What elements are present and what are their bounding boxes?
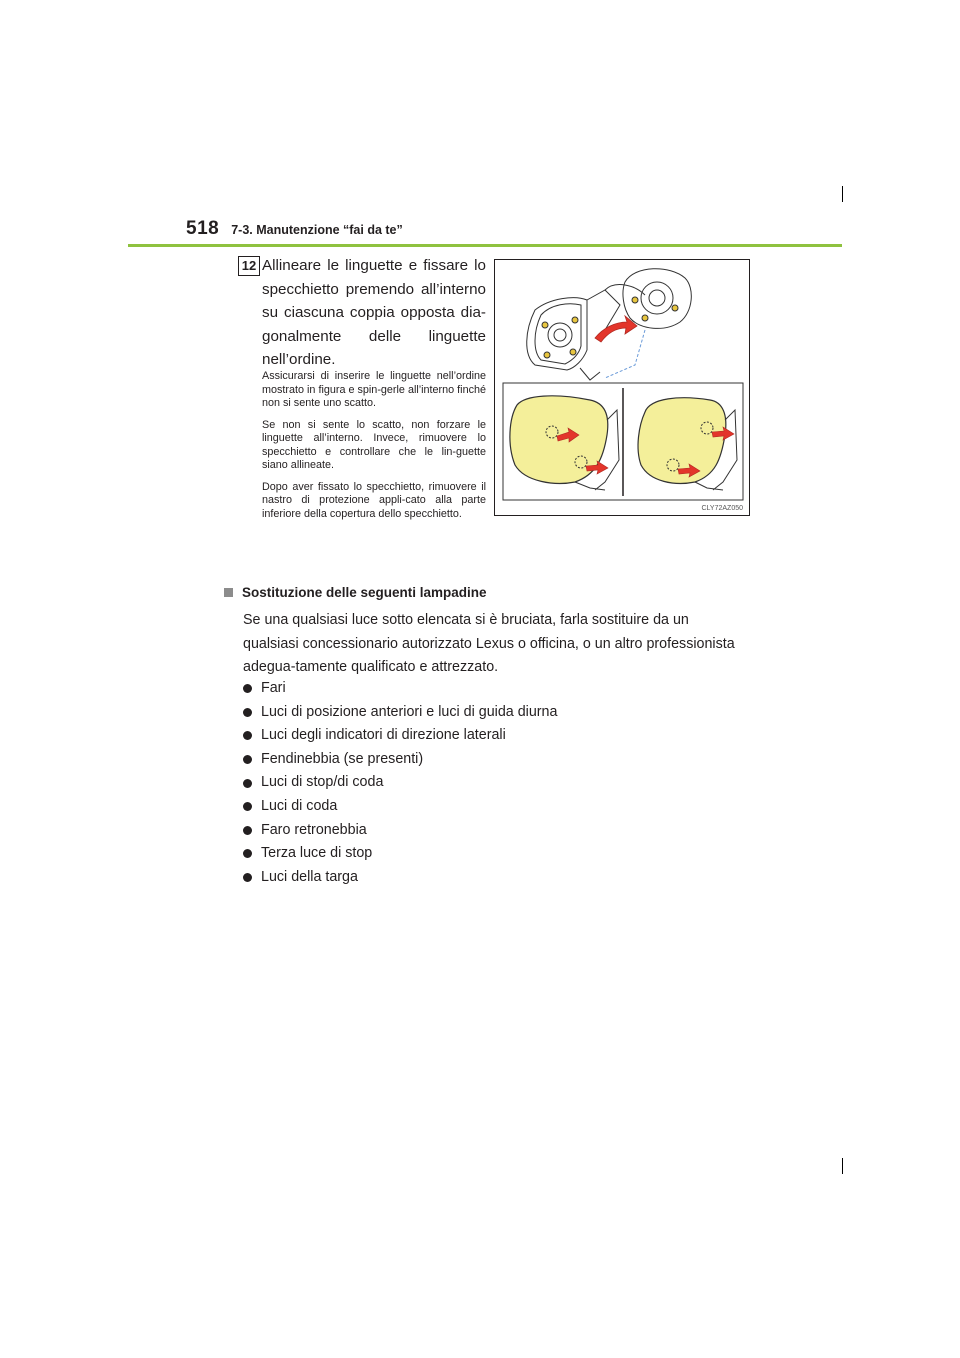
section-paragraph: Se una qualsiasi luce sotto elencata si è bruciata, farla sostituire da un qualsiasi concessionario autorizzato Lexus o officina, o un altro professionista adegua-tamente qualificato e attrezzato. <box>243 612 735 675</box>
list-item <box>243 724 557 748</box>
section-title: 7-3. Manutenzione “fai da te” <box>231 223 403 237</box>
bullet-dot-icon <box>243 708 252 717</box>
mirror-glass-left <box>510 396 619 490</box>
bullet-dot-icon <box>243 826 252 835</box>
section-heading-text: Sostituzione delle seguenti lampadine <box>242 585 487 600</box>
list-item-text: Luci di coda <box>261 797 338 814</box>
header-rule <box>128 244 842 247</box>
list-item <box>243 819 557 843</box>
bullet-dot-icon <box>243 873 252 882</box>
mirror-housing-drawing <box>527 269 692 380</box>
mirror-illustration <box>494 259 750 516</box>
list-item-text: Luci degli indicatori di direzione laterali <box>261 727 506 744</box>
bullet-dot-icon <box>243 731 252 740</box>
list-item-text: Fari <box>261 680 286 696</box>
bulb-list <box>243 677 557 889</box>
bullet-dot-icon <box>243 802 252 811</box>
list-item <box>243 842 557 866</box>
step-note: Assicurarsi di inserire le linguette nell’ordine mostrato in figura e spin-gerle all’interno finché non si sente uno scatto. <box>262 370 486 409</box>
list-item <box>243 748 557 772</box>
press-arrow-icon <box>595 316 637 342</box>
figure-code: CLY72AZ050 <box>701 505 743 512</box>
step-note: Dopo aver fissato lo specchietto, rimuovere il nastro di protezione appli-cato alla parte inferiore della copertura dello specchietto. <box>262 480 486 520</box>
bullet-dot-icon <box>243 779 252 788</box>
square-bullet-icon <box>224 588 233 597</box>
mirror-glass-right <box>638 398 737 490</box>
bullet-dot-icon <box>243 684 252 693</box>
list-item <box>243 701 557 725</box>
page-number: 518 <box>186 218 220 239</box>
crop-mark-top <box>842 186 843 202</box>
list-item-text: Faro retronebbia <box>261 821 367 838</box>
list-item-text: Luci di stop/di coda <box>261 774 384 791</box>
bullet-dot-icon <box>243 849 252 858</box>
list-item <box>243 866 557 890</box>
list-item <box>243 795 557 819</box>
step-note: Se non si sente lo scatto, non forzare le linguette all’interno. Invece, rimuovere lo specchietto e controllare che le lin-guette siano allineate. <box>262 418 486 471</box>
step-notes <box>262 370 486 529</box>
list-item-text: Luci della targa <box>261 868 358 885</box>
list-item-text: Luci di posizione anteriori e luci di guida diurna <box>261 703 558 720</box>
list-item <box>243 771 557 795</box>
page-header <box>186 218 403 240</box>
list-item <box>243 677 557 701</box>
list-item-text: Fendinebbia (se presenti) <box>261 750 424 767</box>
mirror-diagram-svg <box>495 260 749 515</box>
list-item-text: Terza luce di stop <box>261 845 373 862</box>
step-instruction: Allineare le linguette e fissare lo specchietto premendo all’interno su ciascuna coppia opposta dia-gonalmente delle linguette nell’ordine. <box>262 257 486 368</box>
crop-mark-bottom <box>842 1158 843 1174</box>
section-heading <box>224 585 487 600</box>
bullet-dot-icon <box>243 755 252 764</box>
step-number-badge: 12 <box>238 256 260 276</box>
